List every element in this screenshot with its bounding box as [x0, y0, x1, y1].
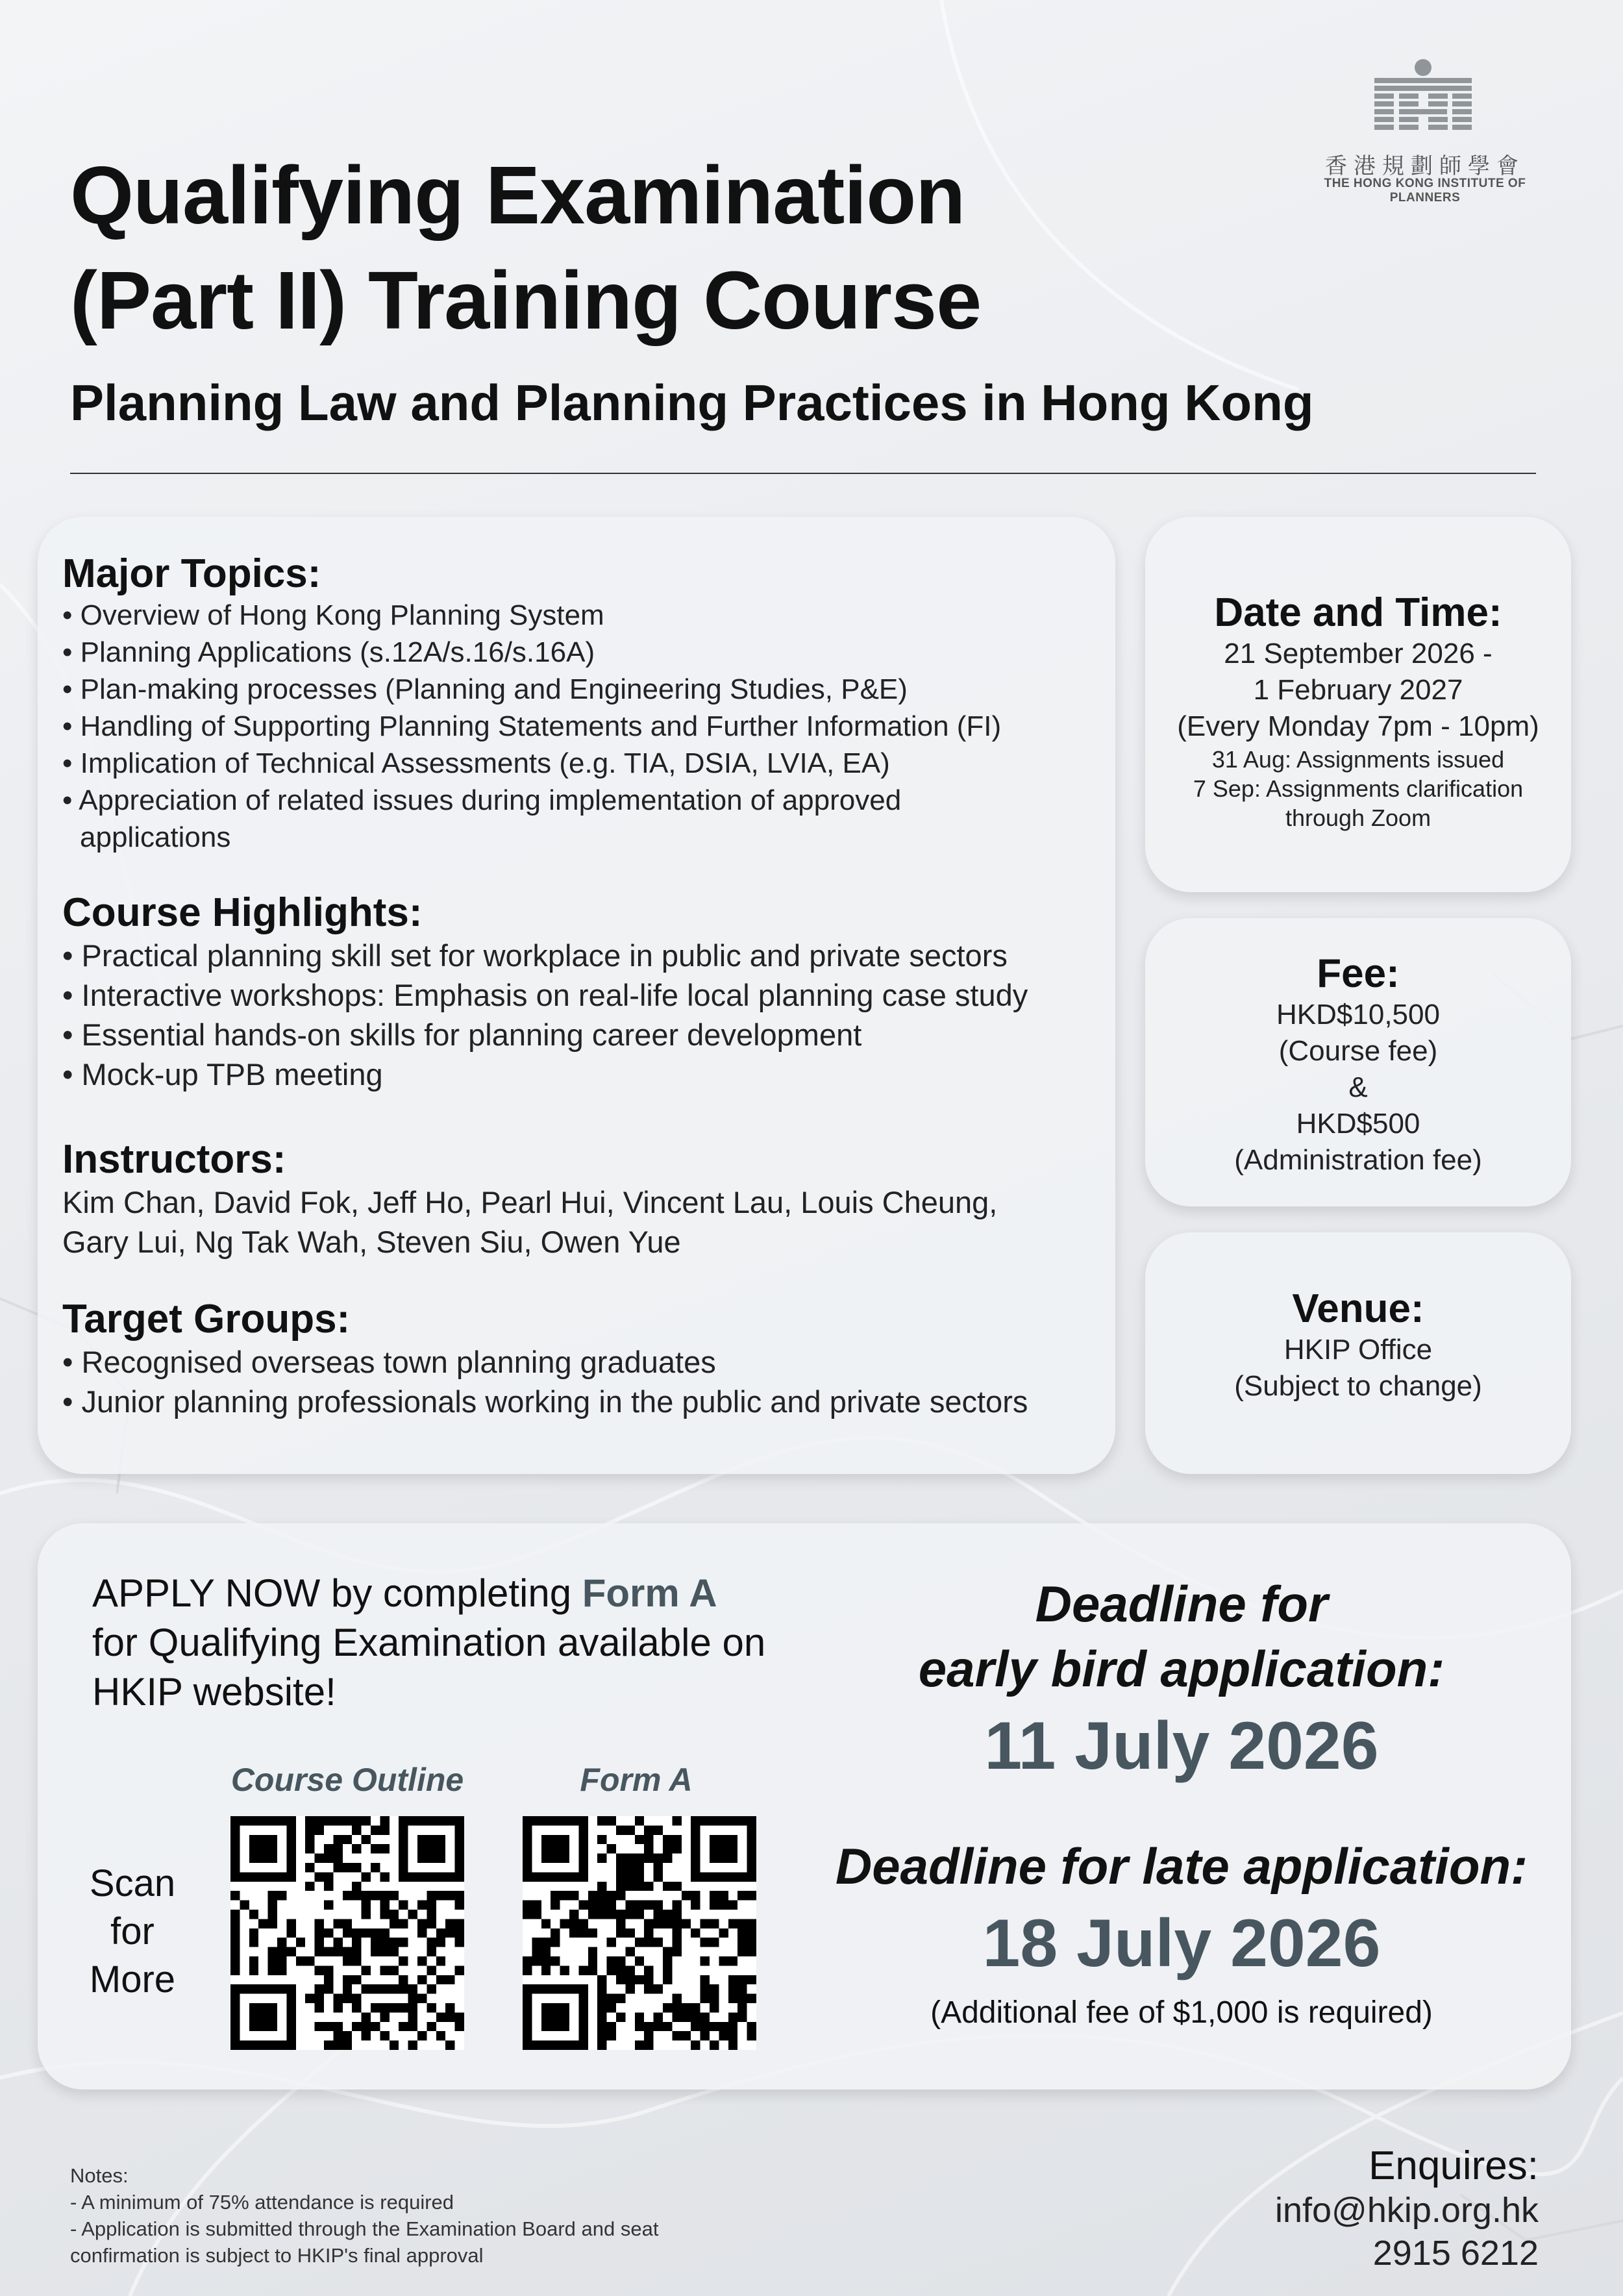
- enquiries-phone: 2915 6212: [1372, 2234, 1539, 2273]
- logo-chinese-name: 香港規劃師學會: [1325, 153, 1525, 179]
- instructors-section: [62, 1136, 1108, 1262]
- venue-card: [1145, 1232, 1571, 1474]
- instructors-names: Kim Chan, David Fok, Jeff Ho, Pearl Hui, Vincent Lau, Louis Cheung, Gary Lui, Ng Tak Wah, Steven Siu, Owen Yue: [62, 1185, 998, 1259]
- highlights-heading: Course Highlights:: [62, 890, 423, 935]
- list-item: • Interactive workshops: Emphasis on real-life local planning case study: [62, 978, 1028, 1012]
- scan-word-3: More: [89, 1958, 176, 2001]
- venue-note: (Subject to change): [1234, 1370, 1482, 1402]
- highlights-list: [62, 936, 1108, 1094]
- enquiries: [1275, 2143, 1539, 2275]
- list-item: • Junior planning professionals working in the public and private sectors: [62, 1384, 1028, 1419]
- notes: [70, 2162, 719, 2269]
- early-deadline-label-line-1: Deadline for: [1035, 1575, 1328, 1632]
- course-fee-amount: HKD$10,500: [1276, 999, 1440, 1030]
- venue-heading: Venue:: [1292, 1286, 1424, 1331]
- early-deadline-date: 11 July 2026: [984, 1708, 1379, 1784]
- highlights-section: [62, 890, 1108, 1094]
- late-deadline-label: Deadline for late application:: [835, 1838, 1528, 1895]
- scan-word-2: for: [110, 1910, 155, 1953]
- targets-list: [62, 1342, 1108, 1421]
- enquiries-heading: Enquires:: [1369, 2143, 1539, 2188]
- topics-section: [62, 551, 1108, 856]
- list-item: • Implication of Technical Assessments (e.g. TIA, DSIA, LVIA, EA): [62, 747, 890, 779]
- list-item: • Practical planning skill set for workplace in public and private sectors: [62, 938, 1008, 973]
- topics-list: [62, 597, 1108, 856]
- form-a-qr-label: Form A: [580, 1762, 693, 1798]
- topics-heading: Major Topics:: [62, 551, 321, 596]
- apply-suffix: for Qualifying Examination available on HKIP website!: [92, 1621, 766, 1714]
- enquiries-email[interactable]: info@hkip.org.hk: [1274, 2191, 1539, 2230]
- late-fee-note: (Additional fee of $1,000 is required): [930, 1995, 1433, 2030]
- fee-ampersand: &: [1348, 1071, 1368, 1103]
- zoom-note: through Zoom: [1285, 805, 1431, 831]
- list-item: • Appreciation of related issues during implementation of approved applications: [62, 784, 902, 853]
- course-outline-qr-label: Course Outline: [230, 1762, 464, 1798]
- fee-card: [1145, 918, 1571, 1206]
- list-item: • Recognised overseas town planning graduates: [62, 1345, 716, 1379]
- fee-heading: Fee:: [1317, 951, 1400, 996]
- date-time-card: [1145, 517, 1571, 892]
- note-attendance: - A minimum of 75% attendance is required: [70, 2191, 454, 2214]
- list-item: • Handling of Supporting Planning Statements and Further Information (FI): [62, 710, 1002, 742]
- notes-heading: Notes:: [70, 2164, 129, 2187]
- list-item: • Overview of Hong Kong Planning System: [62, 599, 604, 631]
- form-a-link[interactable]: Form A: [582, 1571, 717, 1615]
- date-time-heading: Date and Time:: [1214, 590, 1502, 635]
- title-line-1: Qualifying Examination: [70, 149, 965, 241]
- assignment-note: 31 Aug: Assignments issued: [1211, 746, 1505, 773]
- list-item: • Essential hands-on skills for planning career development: [62, 1017, 862, 1052]
- page-title: [70, 143, 981, 353]
- course-info-card: [38, 517, 1115, 1474]
- header-divider: [70, 473, 1536, 474]
- instructors-heading: Instructors:: [62, 1137, 286, 1182]
- form-a-qr-code[interactable]: [523, 1816, 756, 2050]
- course-outline-qr-code[interactable]: [230, 1816, 464, 2050]
- scan-word-1: Scan: [89, 1862, 176, 1904]
- course-fee-label: (Course fee): [1278, 1035, 1438, 1067]
- date-end: 1 February 2027: [1253, 674, 1463, 706]
- logo-english-name: THE HONG KONG INSTITUTE OF PLANNERS: [1324, 177, 1526, 205]
- admin-fee-label: (Administration fee): [1234, 1144, 1482, 1176]
- note-application: - Application is submitted through the Examination Board and seat confirmation is subject to HKIP's final approval: [70, 2217, 659, 2267]
- admin-fee-amount: HKD$500: [1296, 1108, 1420, 1140]
- apply-prefix: APPLY NOW by completing: [92, 1571, 582, 1615]
- targets-heading: Target Groups:: [62, 1297, 351, 1341]
- late-deadline-date: 18 July 2026: [982, 1906, 1381, 1981]
- page-subtitle: Planning Law and Planning Practices in Hong Kong: [70, 374, 1314, 431]
- venue-name: HKIP Office: [1283, 1334, 1433, 1366]
- scan-for-more: [78, 1860, 187, 2004]
- title-line-2: (Part II) Training Course: [70, 255, 982, 346]
- list-item: • Mock-up TPB meeting: [62, 1057, 383, 1092]
- targets-section: [62, 1296, 1108, 1421]
- apply-instructions: [92, 1569, 767, 1717]
- session-time: (Every Monday 7pm - 10pm): [1177, 710, 1539, 742]
- clarification-note: 7 Sep: Assignments clarification: [1193, 775, 1524, 802]
- list-item: • Planning Applications (s.12A/s.16/s.16A): [62, 636, 595, 668]
- date-start: 21 September 2026 -: [1224, 638, 1493, 669]
- early-deadline-label-line-2: early bird application:: [918, 1640, 1445, 1697]
- list-item: • Plan-making processes (Planning and Engineering Studies, P&E): [62, 673, 908, 705]
